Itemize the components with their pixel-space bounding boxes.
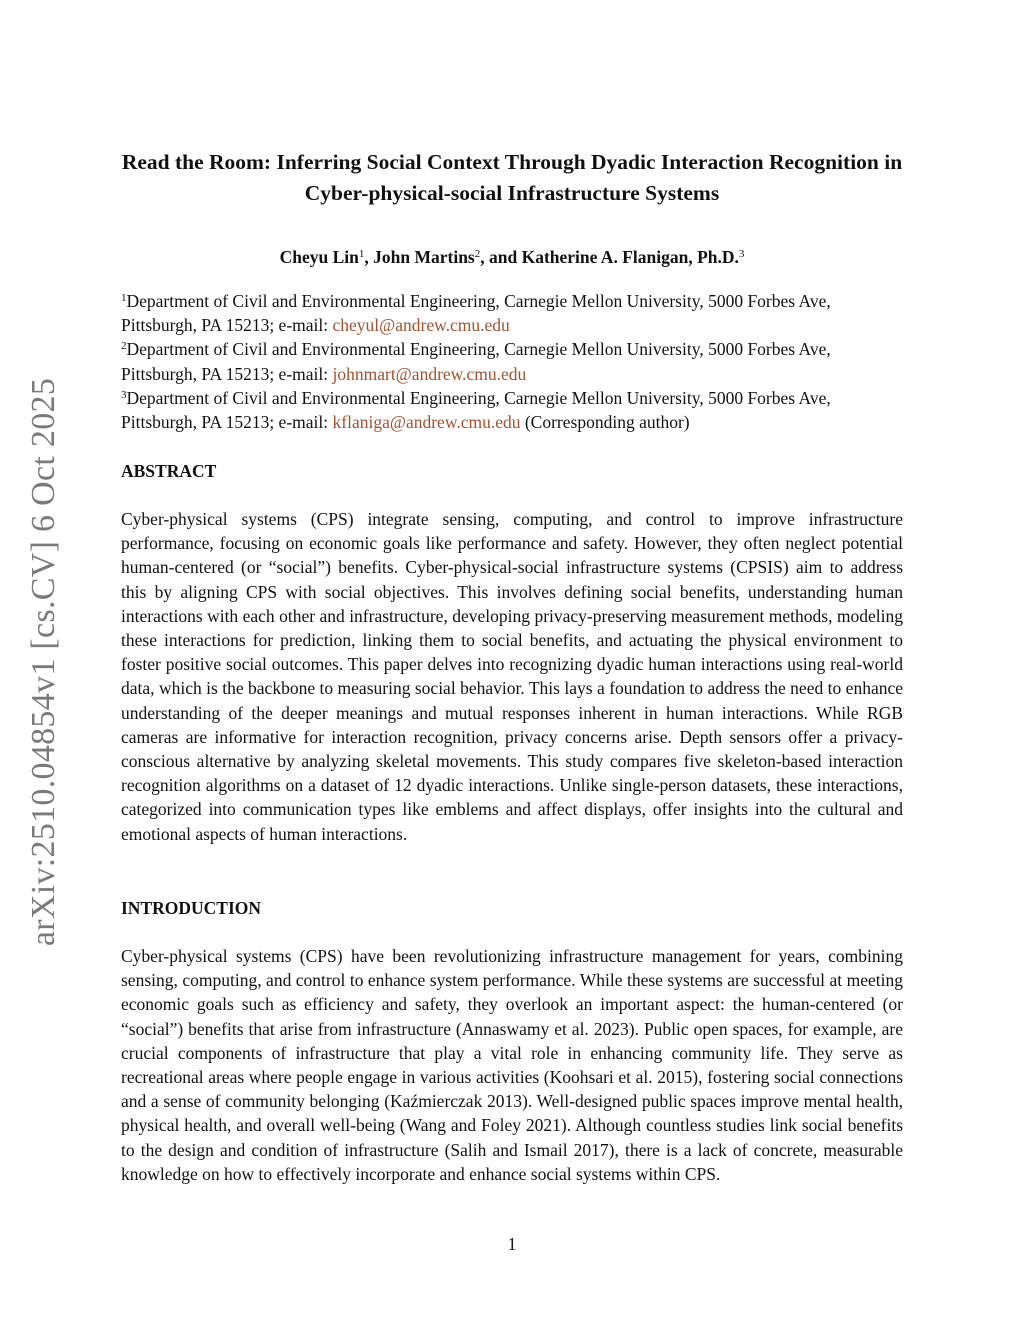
email-link[interactable]: cheyul@andrew.cmu.edu (332, 315, 510, 336)
author-affil-mark: 2 (474, 248, 481, 260)
author-name: John Martins (373, 247, 475, 267)
abstract-heading: ABSTRACT (121, 461, 217, 481)
introduction-heading: INTRODUCTION (121, 898, 262, 918)
introduction-body: Cyber-physical systems (CPS) have been revolutionizing infrastructure management for years, combining sensing, computing, and control to enhance system performance. While these systems are successful at meeting economic goals such as efficiency and safety, they overlook an important aspect: the human-centered (or “social”) benefits that arise from infrastructure (Annaswamy et al. 2023). Public open spaces, for example, are crucial components of infrastructure that play a vital role in enhancing community life. They serve as recreational areas where people engage in various activities (Koohsari et al. 2015), fostering social connections and a sense of community belonging (Kaźmierczak 2013). Well-designed public spaces improve mental health, physical health, and overall well-being (Wang and Foley 2021). Although countless studies link social benefits to the design and condition of infrastructure (Salih and Ismail 2017), there is a lack of concrete, measurable knowledge on how to effectively incorporate and enhance social systems within CPS. (121, 946, 903, 1184)
affiliation-1: $^1$Department of Civil and Environmental Engineering, Carnegie Mellon University, 5000 Forbes Ave, Pittsburgh, PA 15213; e-mail: cheyul@andrew.cmu.edu (121, 291, 831, 336)
page-number: 1 (507, 1234, 517, 1254)
email-link[interactable]: kflaniga@andrew.cmu.edu (332, 412, 521, 433)
abstract-body: Cyber-physical systems (CPS) integrate sensing, computing, and control to improve infrastructure performance, focusing on economic goals like performance and safety. However, they often neglect potential human-centered (or “social”) benefits. Cyber-physical-social infrastructure systems (CPSIS) aim to address this by aligning CPS with social objectives. This involves defining social benefits, understanding human interactions with each other and infrastructure, developing privacy-preserving measurement methods, modeling these interactions for prediction, linking them to social benefits, and actuating the physical environment to foster positive social outcomes. This paper delves into recognizing dyadic human interactions using real-world data, which is the backbone to measuring social behavior. This lays a foundation to address the need to enhance understanding of the deeper meanings and mutual responses inherent in human interactions. While RGB cameras are informative for interaction recognition, privacy concerns arise. Depth sensors offer a privacy-conscious alternative by analyzing skeletal movements. This study compares five skeleton-based interaction recognition algorithms on a dataset of 12 dyadic interactions. Unlike single-person datasets, these interactions, categorized into communication types like emblems and affect displays, offer insights into the cultural and emotional aspects of human interactions. (121, 509, 903, 844)
author-affil-mark: 3 (738, 248, 745, 260)
arxiv-identifier: arXiv:2510.04854v1 [cs.CV] 6 Oct 2025 (25, 377, 62, 947)
author-name: Katherine A. Flanigan, Ph.D. (521, 247, 739, 267)
affiliation-2: $^2$Department of Civil and Environmental Engineering, Carnegie Mellon University, 5000 Forbes Ave, Pittsburgh, PA 15213; e-mail: johnmart@andrew.cmu.edu (121, 339, 831, 384)
author-list: Cheyu Lin$^1$, John Martins$^2$, and Katherine A. Flanigan, Ph.D.$^3$ (279, 247, 745, 267)
author-affil-mark: 1 (358, 248, 365, 260)
paper-title: Read the Room: Inferring Social Context Through Dyadic Interaction Recognition in Cyber-physical-social Infrastructure Systems (121, 150, 903, 205)
author-name: Cheyu Lin (279, 247, 359, 267)
affiliation-3: $^3$Department of Civil and Environmental Engineering, Carnegie Mellon University, 5000 Forbes Ave, Pittsburgh, PA 15213; e-mail: kflaniga@andrew.cmu.edu (Corresponding author) (121, 387, 831, 433)
affiliations (121, 289, 903, 434)
email-link[interactable]: johnmart@andrew.cmu.edu (332, 363, 527, 384)
